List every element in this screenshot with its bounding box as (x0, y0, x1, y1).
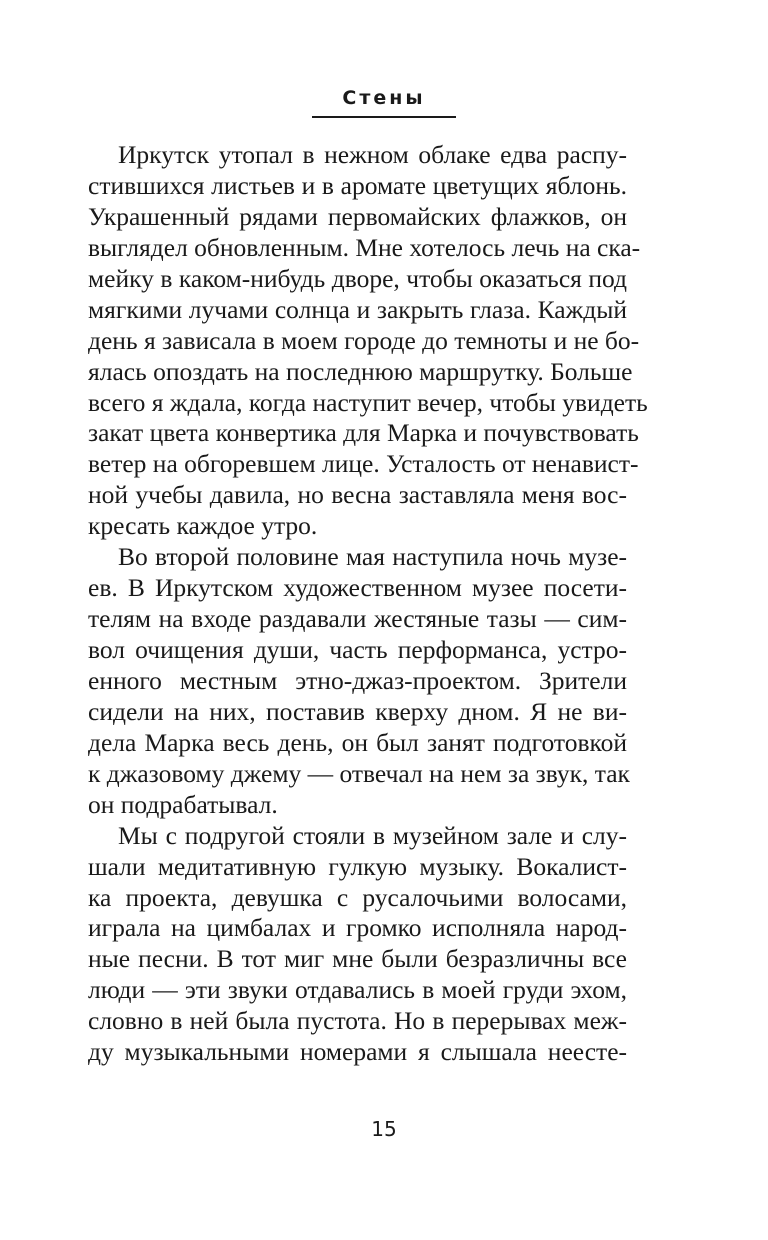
text-line: стившихся листьев и в аромате цветущих яблонь. (88, 170, 627, 200)
text-line: словно в ней была пустота. Но в перерывах меж- (88, 1006, 627, 1036)
text-line: кресать каждое утро. (88, 511, 318, 541)
text-line: дела Марка весь день, он был занят подготовкой (88, 727, 627, 757)
text-line: люди — эти звуки отдавались в моей груди эхом, (88, 975, 627, 1005)
text-line: день я зависала в моем городе до темноты и не бо- (88, 325, 640, 355)
paragraph-2 (88, 542, 630, 820)
text-line: Во второй половине мая наступила ночь музе- (118, 542, 627, 572)
text-line: к джазовому джему — отвечал на нем за звук, так (88, 758, 630, 788)
text-line: он подрабатывал. (88, 789, 278, 819)
text-line: всего я ждала, когда наступит вечер, чтобы увидеть (88, 387, 648, 417)
text-line: играла на цимбалах и громко исполняла народ- (88, 913, 627, 943)
text-line: Мы с подругой стояли в музейном зале и слу- (118, 820, 627, 850)
text-line: ду музыкальными номерами я слышала неесте- (88, 1037, 627, 1067)
paragraph-1 (88, 140, 648, 542)
text-line: ной учебы давила, но весна заставляла меня вос- (88, 480, 627, 510)
text-line: ные песни. В тот миг мне были безразличны все (88, 944, 627, 974)
text-line: ветер на обгоревшем лице. Усталость от ненавист- (88, 449, 639, 479)
text-line: мейку в каком-нибудь дворе, чтобы оказаться под (88, 263, 627, 293)
text-line: ялась опоздать на последнюю маршрутку. Больше (88, 356, 633, 386)
text-line: Украшенный рядами первомайских флажков, он (88, 201, 627, 231)
text-line: закат цвета конвертика для Марка и почувствовать (88, 418, 639, 448)
text-line: Иркутск утопал в нежном облаке едва распу- (118, 140, 627, 169)
chapter-title: Стены (312, 86, 455, 118)
text-line: вол очищения души, часть перформанса, устро- (88, 635, 627, 664)
text-line: ка проекта, девушка с русалочьими волосами, (88, 882, 627, 912)
running-header (0, 86, 768, 118)
paragraph-3 (88, 821, 627, 1069)
text-line: енного местным этно-джаз-проектом. Зрители (88, 665, 627, 695)
body-text (88, 140, 648, 1068)
text-line: выглядел обновленным. Мне хотелось лечь на ска- (88, 232, 641, 262)
text-line: мягкими лучами солнца и закрыть глаза. Каждый (88, 294, 627, 324)
text-line: шали медитативную гулкую музыку. Вокалист- (88, 851, 627, 881)
page-number: 15 (371, 1117, 397, 1141)
text-line: телям на входе раздавали жестяные тазы — сим- (88, 604, 627, 634)
text-line: ев. В Иркутском художественном музее посети- (88, 573, 627, 603)
text-line: сидели на них, поставив кверху дном. Я не ви- (88, 696, 627, 726)
